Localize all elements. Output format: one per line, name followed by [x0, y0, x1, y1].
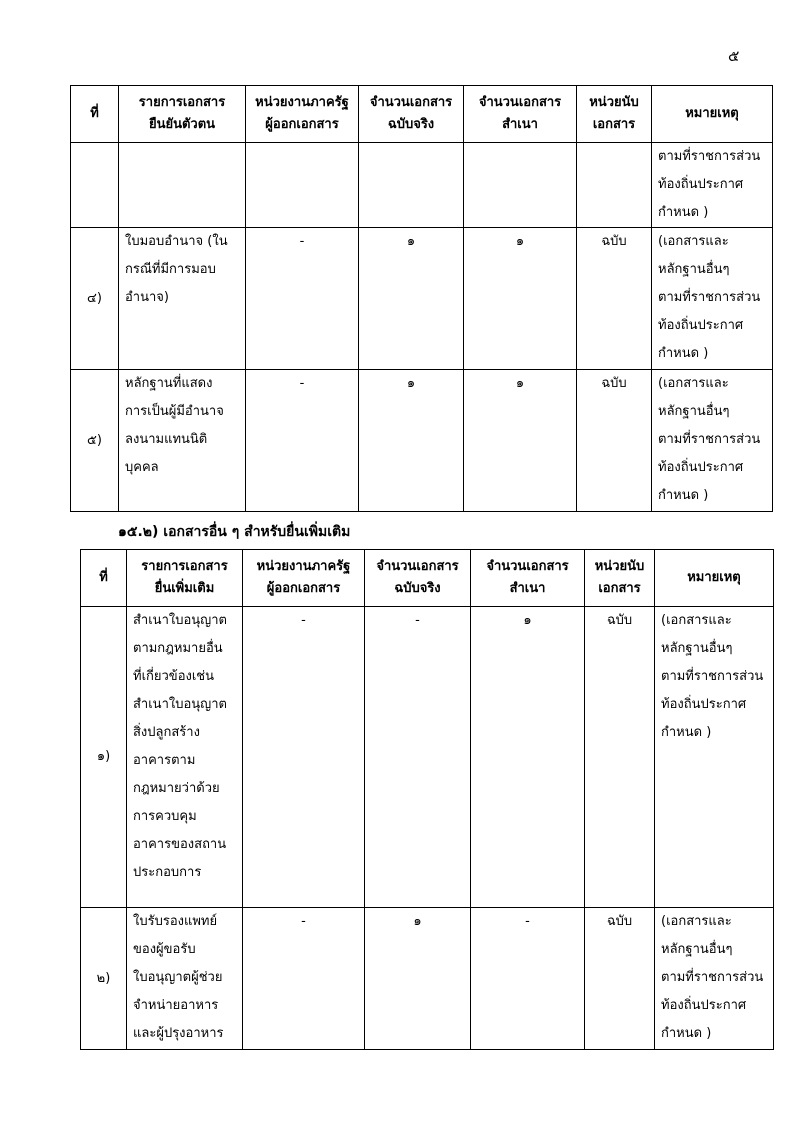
issuing-agency: - — [246, 228, 359, 370]
remark: ตามที่ราชการส่วน ท้องถิ่นประกาศ กำหนด ) — [652, 143, 773, 228]
copy-count: - — [471, 908, 585, 1050]
table-row — [71, 143, 773, 228]
header-cell: รายการเอกสาร ยืนยันตัวตน — [119, 86, 246, 143]
copy-count: ๑ — [471, 607, 585, 908]
remark: (เอกสารและ หลักฐานอื่นๆ ตามที่ราชการส่วน ท้องถิ่นประกาศ กำหนด ) — [655, 607, 774, 908]
table-header-row — [81, 550, 774, 607]
header-cell: หมายเหตุ — [655, 550, 774, 607]
original-count: ๑ — [365, 908, 471, 1050]
header-cell: ที่ — [81, 550, 127, 607]
header-cell: จำนวนเอกสาร สำเนา — [471, 550, 585, 607]
row-number: ๕) — [71, 370, 119, 512]
original-count — [359, 143, 464, 228]
header-cell: หน่วยนับ เอกสาร — [585, 550, 655, 607]
unit: ฉบับ — [577, 228, 652, 370]
original-count: ๑ — [359, 228, 464, 370]
row-number: ๒) — [81, 908, 127, 1050]
page-number: ๕ — [728, 47, 740, 65]
document-name: ใบมอบอำนาจ (ใน กรณีที่มีการมอบ อำนาจ) — [119, 228, 246, 370]
issuing-agency: - — [246, 370, 359, 512]
header-cell: จำนวนเอกสาร สำเนา — [464, 86, 577, 143]
original-count: ๑ — [359, 370, 464, 512]
remark: (เอกสารและ หลักฐานอื่นๆ ตามที่ราชการส่วน ท้องถิ่นประกาศ กำหนด ) — [652, 370, 773, 512]
additional-documents-table — [80, 549, 774, 1050]
unit: ฉบับ — [577, 370, 652, 512]
unit: ฉบับ — [585, 607, 655, 908]
header-cell: หน่วยนับ เอกสาร — [577, 86, 652, 143]
copy-count — [464, 143, 577, 228]
table-header-row — [71, 86, 773, 143]
issuing-agency — [246, 143, 359, 228]
document-name: หลักฐานที่แสดง การเป็นผู้มีอำนาจ ลงนามแทนนิติ บุคคล — [119, 370, 246, 512]
table-row — [71, 370, 773, 512]
issuing-agency: - — [243, 908, 365, 1050]
remark: (เอกสารและ หลักฐานอื่นๆ ตามที่ราชการส่วน ท้องถิ่นประกาศ กำหนด ) — [652, 228, 773, 370]
identity-documents-table — [70, 85, 773, 512]
copy-count: ๑ — [464, 370, 577, 512]
header-cell: หน่วยงานภาครัฐ ผู้ออกเอกสาร — [243, 550, 365, 607]
remark: (เอกสารและ หลักฐานอื่นๆ ตามที่ราชการส่วน ท้องถิ่นประกาศ กำหนด ) — [655, 908, 774, 1050]
unit — [577, 143, 652, 228]
original-count: - — [365, 607, 471, 908]
header-cell: ที่ — [71, 86, 119, 143]
table-row — [81, 908, 774, 1050]
copy-count: ๑ — [464, 228, 577, 370]
document-name: สำเนาใบอนุญาต ตามกฎหมายอื่น ที่เกี่ยวข้องเช่น สำเนาใบอนุญาต สิ่งปลูกสร้าง อาคารตาม กฎหมายว่าด้วย การควบคุม อาคารของสถาน ประกอบการ — [127, 607, 243, 908]
section-title: ๑๕.๒) เอกสารอื่น ๆ สำหรับยื่นเพิ่มเติม — [118, 524, 351, 540]
table-row — [81, 607, 774, 908]
header-cell: หน่วยงานภาครัฐ ผู้ออกเอกสาร — [246, 86, 359, 143]
header-cell: จำนวนเอกสาร ฉบับจริง — [359, 86, 464, 143]
header-cell: รายการเอกสาร ยื่นเพิ่มเติม — [127, 550, 243, 607]
row-number: ๑) — [81, 607, 127, 908]
document-name: ใบรับรองแพทย์ ของผู้ขอรับ ใบอนุญาตผู้ช่วย จำหน่ายอาหาร และผู้ปรุงอาหาร — [127, 908, 243, 1050]
header-cell: จำนวนเอกสาร ฉบับจริง — [365, 550, 471, 607]
table-row — [71, 228, 773, 370]
issuing-agency: - — [243, 607, 365, 908]
document-name — [119, 143, 246, 228]
unit: ฉบับ — [585, 908, 655, 1050]
row-number — [71, 143, 119, 228]
header-cell: หมายเหตุ — [652, 86, 773, 143]
row-number: ๔) — [71, 228, 119, 370]
